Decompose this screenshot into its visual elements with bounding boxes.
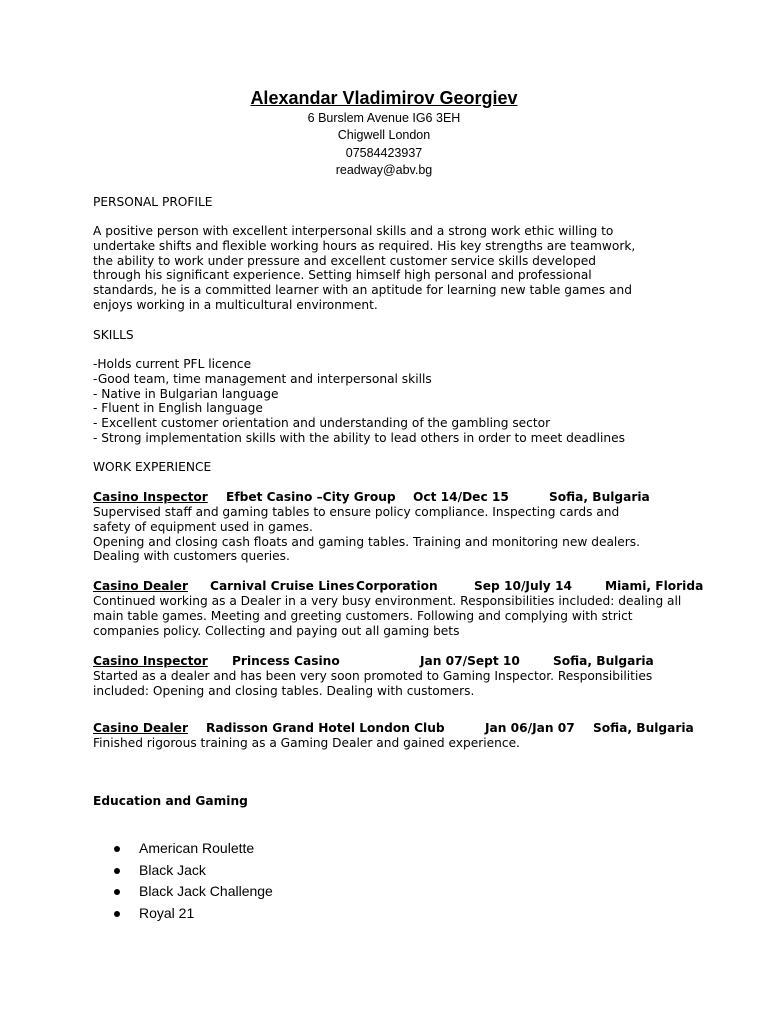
bullet-icon	[114, 889, 120, 895]
job-line: included: Opening and closing tables. Dealing with customers.	[93, 683, 475, 698]
job-employer: Efbet Casino –City Group	[226, 490, 396, 504]
skill-item: - Excellent customer orientation and understanding of the gambling sector	[93, 416, 551, 431]
job-dates: Oct 14/Dec 15	[413, 490, 509, 504]
job-heading	[93, 490, 713, 505]
job-line: Opening and closing cash floats and gaming tables. Training and monitoring new dealers.	[93, 534, 641, 549]
job-location: Miami, Florida	[605, 579, 704, 593]
skill-item: - Strong implementation skills with the ability to lead others in order to meet deadlines	[93, 430, 625, 445]
job-role: Casino Dealer	[93, 579, 188, 593]
profile-line: A positive person with excellent interpersonal skills and a strong work ethic willing to	[93, 224, 614, 238]
education-title: Education and Gaming	[93, 794, 248, 808]
job-line: Started as a dealer and has been very soon promoted to Gaming Inspector. Responsibilities	[93, 669, 653, 683]
profile-line: the ability to work under pressure and excellent customer service skills developed	[93, 253, 596, 268]
phone-number: 07584423937	[345, 146, 423, 160]
job-line: Dealing with customers queries.	[93, 549, 290, 564]
skill-item: - Native in Bulgarian language	[93, 386, 279, 401]
job-role: Casino Inspector	[93, 654, 208, 668]
profile-line: enjoys working in a multicultural environment.	[93, 297, 378, 312]
profile-line: undertake shifts and flexible working hours as required. His key strengths are teamwork,	[93, 238, 636, 253]
job-location: Sofia, Bulgaria	[593, 721, 694, 735]
job-description	[93, 594, 733, 638]
bullet-icon	[114, 868, 120, 874]
profile-line: standards, he is a committed learner with an aptitude for learning new table games and	[93, 283, 632, 298]
job-role: Casino Dealer	[93, 721, 188, 735]
job-dates: Jan 07/Sept 10	[420, 654, 520, 668]
list-item	[112, 881, 273, 903]
list-item	[112, 860, 273, 882]
job-description	[93, 505, 733, 564]
job-role: Casino Inspector	[93, 490, 208, 504]
job-line: Finished rigorous training as a Gaming Dealer and gained experience.	[93, 736, 520, 750]
skills-title: SKILLS	[93, 328, 134, 342]
candidate-name: Alexandar Vladimirov Georgiev	[250, 88, 518, 108]
job-employer: Carnival Cruise Lines	[210, 579, 355, 593]
bullet-icon	[114, 846, 120, 852]
education-item: Black Jack Challenge	[139, 883, 273, 899]
job-location: Sofia, Bulgaria	[553, 654, 654, 668]
education-item: American Roulette	[139, 840, 255, 856]
profile-text	[93, 224, 733, 313]
skill-item: -Good team, time management and interpersonal skills	[93, 371, 432, 386]
job-location: Sofia, Bulgaria	[549, 490, 650, 504]
job-line: main table games. Meeting and greeting customers. Following and complying with strict	[93, 608, 633, 623]
job-line: Supervised staff and gaming tables to ensure policy compliance. Inspecting cards and	[93, 505, 620, 519]
job-line: safety of equipment used in games.	[93, 519, 313, 534]
job-line: companies policy. Collecting and paying out all gaming bets	[93, 623, 460, 638]
email-address: readway@abv.bg	[335, 163, 433, 177]
job-heading	[93, 579, 713, 594]
job-employer: Princess Casino	[232, 654, 340, 668]
job-dates: Sep 10/July 14	[474, 579, 572, 593]
bullet-icon	[114, 911, 120, 917]
address-line-1: 6 Burslem Avenue IG6 3EH	[307, 111, 461, 125]
skill-item: -Holds current PFL licence	[93, 357, 252, 371]
skill-item: - Fluent in English language	[93, 401, 263, 416]
address-line-2: Chigwell London	[337, 128, 431, 142]
education-item: Black Jack	[139, 861, 206, 878]
profile-title: PERSONAL PROFILE	[93, 195, 213, 209]
list-item	[112, 903, 273, 925]
job-heading	[93, 654, 713, 669]
job-heading	[93, 721, 713, 736]
job-description	[93, 669, 733, 699]
job-description	[93, 736, 733, 751]
profile-line: through his significant experience. Setting himself high personal and professional	[93, 268, 592, 283]
education-item: Royal 21	[139, 904, 195, 921]
job-employer-suffix: Corporation	[356, 579, 438, 593]
experience-title: WORK EXPERIENCE	[93, 460, 212, 474]
skills-list	[93, 357, 733, 446]
job-line: Continued working as a Dealer in a very busy environment. Responsibilities included: dealing all	[93, 594, 682, 608]
job-dates: Jan 06/Jan 07	[485, 721, 575, 735]
list-item	[112, 838, 273, 860]
education-list	[112, 838, 273, 924]
job-employer: Radisson Grand Hotel London Club	[206, 721, 445, 735]
